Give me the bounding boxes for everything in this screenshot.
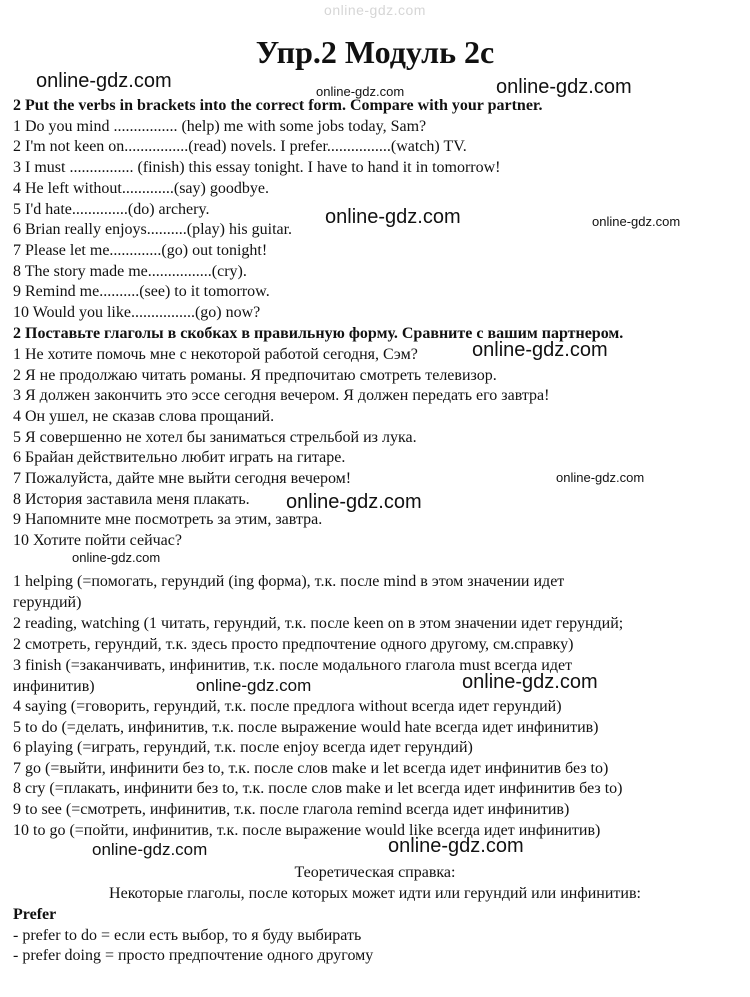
task-ru-item: 9 Напомните мне посмотреть за этим, завтра. bbox=[13, 511, 323, 528]
task-ru-item: 7 Пожалуйста, дайте мне выйти сегодня вечером! bbox=[13, 470, 352, 487]
task-ru-item: 2 Я не продолжаю читать романы. Я предпочитаю смотреть телевизор. bbox=[13, 367, 497, 384]
answer-line: 5 to do (=делать, инфинитив, т.к. после выражение would hate всегда идет инфинитив) bbox=[13, 719, 599, 736]
watermark: online-gdz.com bbox=[472, 339, 608, 361]
watermark: online-gdz.com bbox=[92, 840, 208, 859]
watermark: online-gdz.com bbox=[556, 470, 645, 485]
watermark: online-gdz.com bbox=[325, 206, 461, 228]
answer-line: 3 finish (=заканчивать, инфинитив, т.к. после модального глагола must всегда идет bbox=[13, 657, 573, 674]
reference-verb: Prefer bbox=[13, 906, 57, 923]
answer-line: 6 playing (=играть, герундий, т.к. после enjoy всегда идет герундий) bbox=[13, 739, 473, 756]
site-url-header: online-gdz.com bbox=[324, 2, 426, 18]
answer-line: инфинитив) bbox=[13, 678, 95, 695]
reference-rule: - prefer doing = просто предпочтение одного другому bbox=[13, 947, 374, 964]
answer-line: 1 helping (=помогать, герундий (ing форма), т.к. после mind в этом значении идет bbox=[13, 573, 565, 590]
task-ru-item: 10 Хотите пойти сейчас? bbox=[13, 532, 182, 549]
task-ru-item: 5 Я совершенно не хотел бы заниматься стрельбой из лука. bbox=[13, 429, 417, 446]
watermark: online-gdz.com bbox=[316, 84, 405, 99]
reference-rule: - prefer to do = если есть выбор, то я буду выбирать bbox=[13, 927, 362, 944]
watermark: online-gdz.com bbox=[496, 76, 632, 98]
task-en-item: 10 Would you like................(go) now? bbox=[13, 304, 261, 321]
page-title: Упр.2 Модуль 2с bbox=[255, 34, 495, 70]
task-en-item: 2 I'm not keen on................(read) novels. I prefer................(watch) TV. bbox=[13, 138, 467, 155]
task-ru-item: 6 Брайан действительно любит играть на гитаре. bbox=[13, 449, 346, 466]
task-ru-item: 1 Не хотите помочь мне с некоторой работой сегодня, Сэм? bbox=[13, 346, 418, 363]
answer-line: герундий) bbox=[13, 594, 82, 611]
watermark: online-gdz.com bbox=[462, 671, 598, 693]
reference-title: Теоретическая справка: bbox=[294, 864, 456, 881]
task-en-item: 1 Do you mind ................ (help) me with some jobs today, Sam? bbox=[13, 118, 427, 135]
watermark: online-gdz.com bbox=[592, 214, 681, 229]
task-ru-item: 3 Я должен закончить это эссе сегодня вечером. Я должен передать его завтра! bbox=[13, 387, 550, 404]
task-ru-item: 4 Он ушел, не сказав слова прощаний. bbox=[13, 408, 275, 425]
answer-line: 4 saying (=говорить, герундий, т.к. после предлога without всегда идет герундий) bbox=[13, 698, 562, 715]
task-en-item: 3 I must ................ (finish) this essay tonight. I have to hand it in tomorrow! bbox=[13, 159, 501, 176]
watermark: online-gdz.com bbox=[196, 676, 312, 695]
task-en-item: 7 Please let me.............(go) out tonight! bbox=[13, 242, 268, 259]
answer-line: 9 to see (=смотреть, инфинитив, т.к. после глагола remind всегда идет инфинитив) bbox=[13, 801, 570, 818]
watermark: online-gdz.com bbox=[36, 70, 172, 92]
task-ru-item: 8 История заставила меня плакать. bbox=[13, 491, 250, 508]
task-ru-instruction: 2 Поставьте глаголы в скобках в правильную форму. Сравните с вашим партнером. bbox=[13, 325, 624, 342]
task-en-item: 4 He left without.............(say) goodbye. bbox=[13, 180, 269, 197]
task-en-item: 9 Remind me..........(see) to it tomorrow. bbox=[13, 283, 270, 300]
task-en-item: 5 I'd hate..............(do) archery. bbox=[13, 201, 210, 218]
watermark: online-gdz.com bbox=[286, 491, 422, 513]
answer-line: 7 go (=выйти, инфинити без to, т.к. после слов make и let всегда идет инфинитив без to) bbox=[13, 760, 609, 777]
watermark: online-gdz.com bbox=[72, 550, 161, 565]
answer-line: 2 reading, watching (1 читать, герундий, т.к. после keen on в этом значении идет герундий; bbox=[13, 615, 624, 632]
answer-line: 10 to go (=пойти, инфинитив, т.к. после выражение would like всегда идет инфинитив) bbox=[13, 822, 601, 839]
task-en-instruction: 2 Put the verbs in brackets into the correct form. Compare with your partner. bbox=[13, 97, 543, 114]
reference-intro: Некоторые глаголы, после которых может идти или герундий или инфинитив: bbox=[109, 885, 641, 902]
watermark: online-gdz.com bbox=[388, 835, 524, 857]
answer-line: 2 смотреть, герундий, т.к. здесь просто предпочтение одного другому, см.справку) bbox=[13, 636, 574, 653]
task-en-item: 6 Brian really enjoys..........(play) his guitar. bbox=[13, 221, 293, 238]
task-en-item: 8 The story made me................(cry). bbox=[13, 263, 247, 280]
answer-line: 8 cry (=плакать, инфинити без to, т.к. после слов make и let всегда идет инфинитив без to) bbox=[13, 780, 623, 797]
